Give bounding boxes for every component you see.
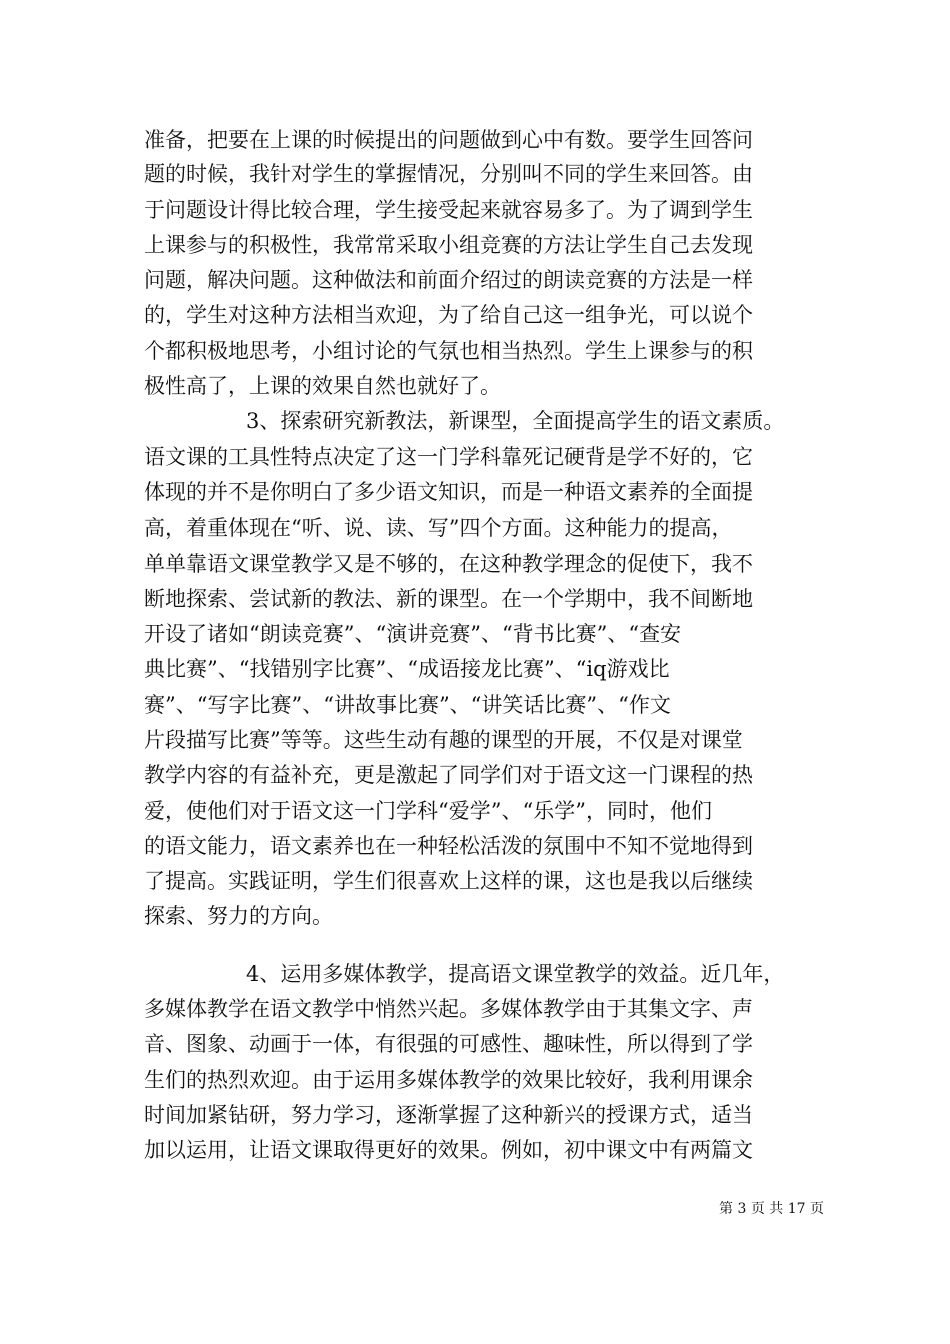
text-line: 极性高了，上课的效果自然也就好了。: [144, 374, 501, 398]
section-heading: 4、运用多媒体教学，提高语文课堂教学的效益。近几年，: [246, 962, 785, 986]
section-heading: 3、探索研究新教法，新课型，全面提高学生的语文素质。: [246, 409, 785, 433]
text-line: 开设了诸如“朗读竞赛”、“演讲竞赛”、“背书比赛”、“查安: [144, 622, 682, 646]
text-line: 的，学生对这种方法相当欢迎，为了给自己这一组争光，可以说个: [144, 303, 753, 327]
text-line: 准备，把要在上课的时候提出的问题做到心中有数。要学生回答问: [144, 128, 753, 152]
text-line: 于问题设计得比较合理，学生接受起来就容易多了。为了调到学生: [144, 198, 753, 222]
text-line: 加以运用，让语文课取得更好的效果。例如，初中课文中有两篇文: [144, 1138, 753, 1162]
text-line: 典比赛”、“找错别字比赛”、“成语接龙比赛”、“iq游戏比: [144, 657, 670, 681]
text-line: 的语文能力，语文素养也在一种轻松活泼的氛围中不知不觉地得到: [144, 834, 753, 858]
text-line: 语文课的工具性特点决定了这一门学科靠死记硬背是学不好的，它: [144, 445, 753, 469]
text-line: 了提高。实践证明，学生们很喜欢上这样的课，这也是我以后继续: [144, 869, 753, 893]
text-line: 上课参与的积极性，我常常采取小组竞赛的方法让学生自己去发现: [144, 233, 753, 257]
text-line: 音、图象、动画于一体，有很强的可感性、趣味性，所以得到了学: [144, 1032, 753, 1056]
text-line: 单单靠语文课堂教学又是不够的，在这种教学理念的促使下，我不: [144, 552, 753, 576]
page-number-footer: 第 3 页 共 17 页: [719, 1201, 824, 1217]
text-line: 题的时候，我针对学生的掌握情况，分别叫不同的学生来回答。由: [144, 162, 753, 186]
text-line: 探索、努力的方向。: [144, 904, 333, 928]
text-line: 时间加紧钻研，努力学习，逐渐掌握了这种新兴的授课方式，适当: [144, 1103, 753, 1127]
text-line: 体现的并不是你明白了多少语文知识，而是一种语文素养的全面提: [144, 480, 753, 504]
text-line: 生们的热烈欢迎。由于运用多媒体教学的效果比较好，我利用课余: [144, 1068, 753, 1092]
text-line: 个都积极地思考，小组讨论的气氛也相当热烈。学生上课参与的积: [144, 339, 753, 363]
text-line: 教学内容的有益补充，更是激起了同学们对于语文这一门课程的热: [144, 763, 753, 787]
text-line: 高，着重体现在“听、说、读、写”四个方面。这种能力的提高，: [144, 516, 733, 540]
text-line: 多媒体教学在语文教学中悄然兴起。多媒体教学由于其集文字、声: [144, 997, 753, 1021]
text-line: 断地探索、尝试新的教法、新的课型。在一个学期中，我不间断地: [144, 587, 753, 611]
text-line: 问题，解决问题。这种做法和前面介绍过的朗读竞赛的方法是一样: [144, 268, 753, 292]
text-line: 爱，使他们对于语文这一门学科“爱学”、“乐学”，同时，他们: [144, 799, 712, 823]
text-line: 片段描写比赛”等等。这些生动有趣的课型的开展，不仅是对课堂: [144, 728, 743, 752]
text-line: 赛”、“写字比赛”、“讲故事比赛”、“讲笑话比赛”、“作文: [144, 693, 671, 717]
